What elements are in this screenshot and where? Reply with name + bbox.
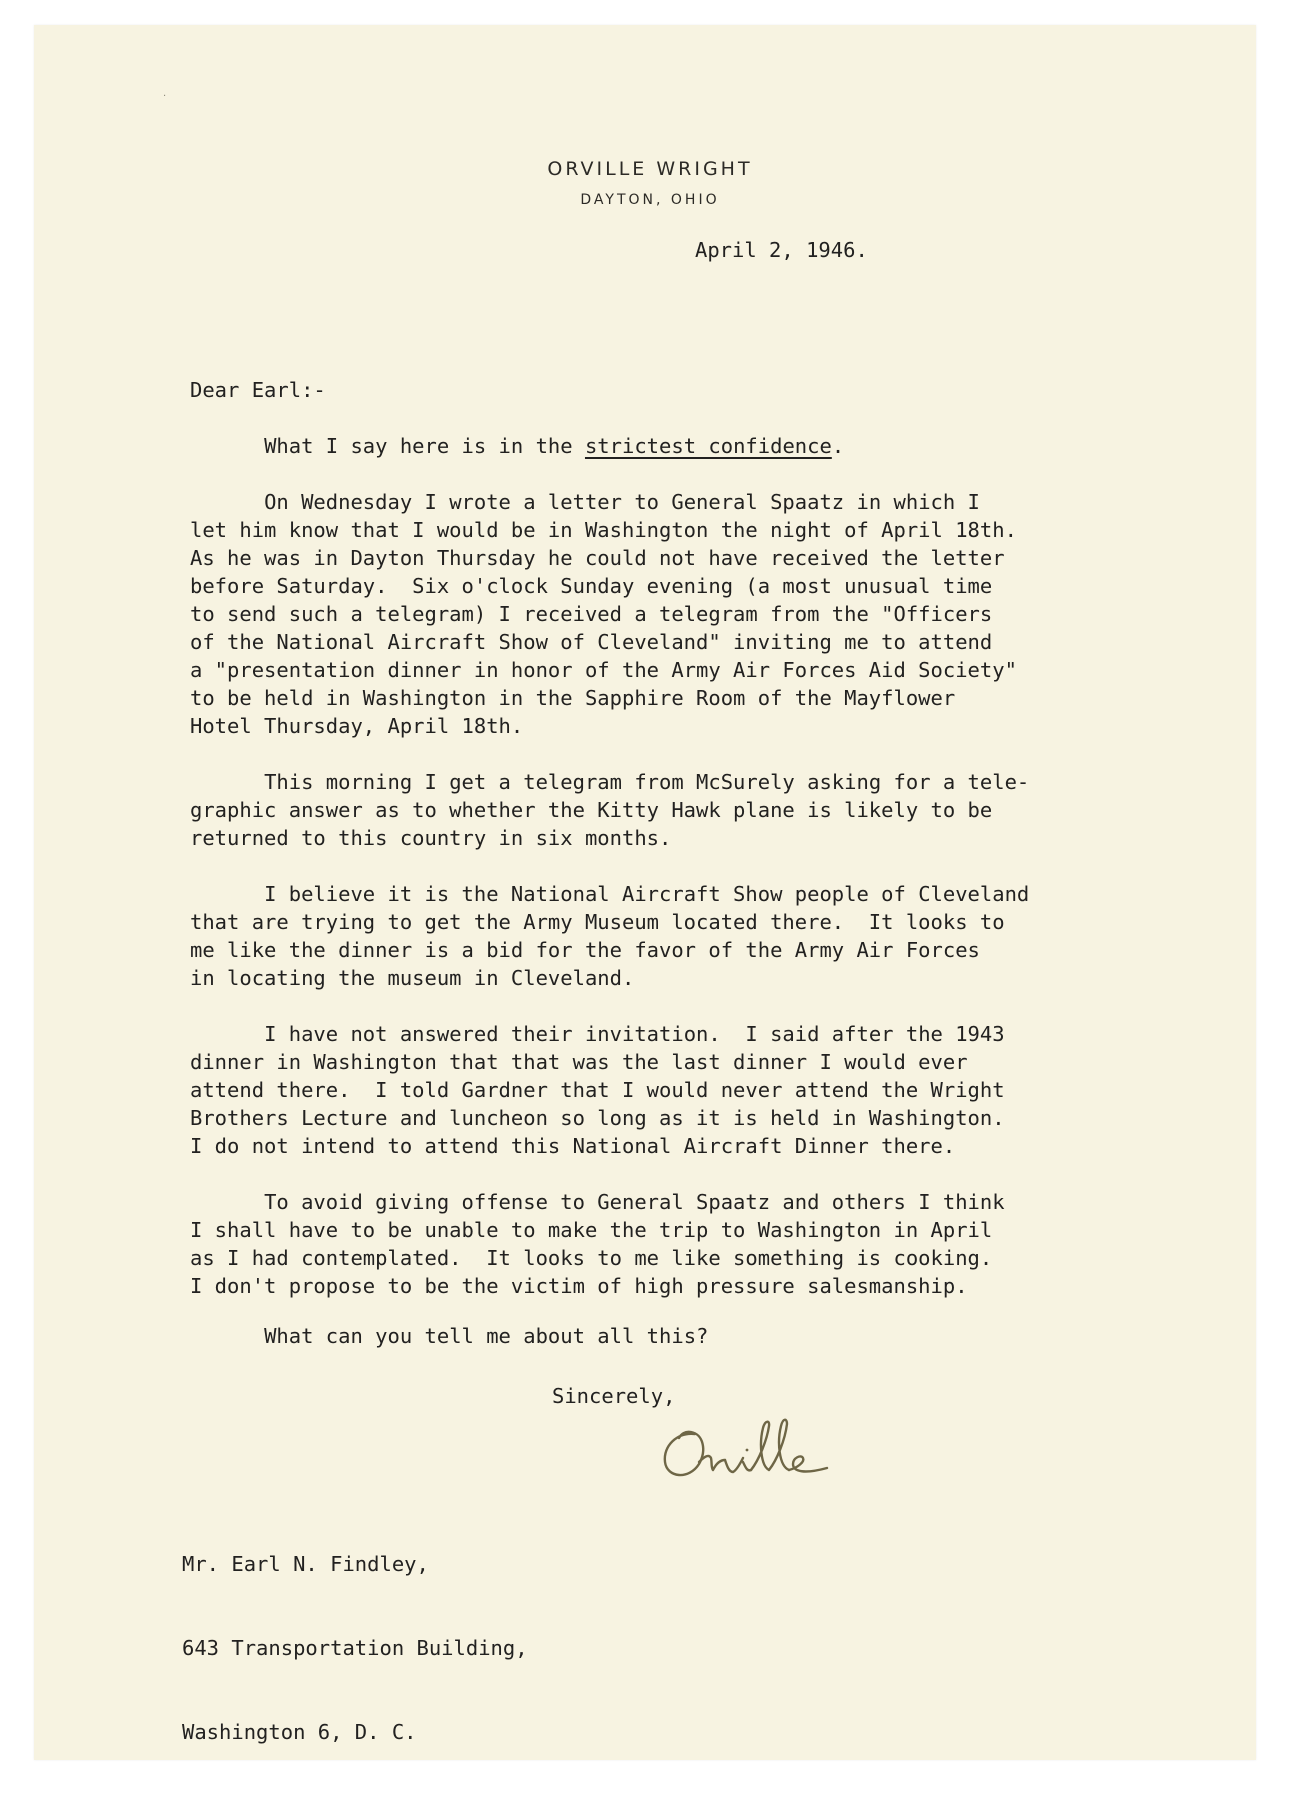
paragraph-telegram-text: On Wednesday I wrote a letter to General Spaatz in which I let him know that I would be in Washington the night of April 18th. As he was in Dayton Thursday he could not have received the letter before Saturday. Six o'clock Sunday evening (a most unusual time to send such a telegram) I received a telegram from the "Officers of the National Aircraft Show of Cleveland" inviting me to attend a "presentation dinner in honor of the Army Air Forces Aid Society" to be held in Washington in the Sapphire Room of the Mayflower Hotel Thursday, April 18th. xyxy=(190,490,1017,738)
letter-date: April 2, 1946. xyxy=(695,238,868,262)
salutation: Dear Earl:- xyxy=(190,378,326,402)
paper-speck: · xyxy=(163,91,167,102)
closing: Sincerely, xyxy=(552,1384,676,1408)
paragraph-cleveland xyxy=(190,880,1150,992)
recipient-name: Mr. Earl N. Findley, xyxy=(182,1552,429,1576)
paragraph-invitation xyxy=(190,1020,1150,1160)
paragraph-invitation-text: I have not answered their invitation. I said after the 1943 dinner in Washington that that was the last dinner I would ever attend there. I told Gardner that I would never attend the Wright Brothers Lecture and luncheon so long as it is held in Washington. I do not intend to attend this National Aircraft Dinner there. xyxy=(190,1022,1005,1158)
underlined-phrase: strictest confidence xyxy=(584,434,832,458)
confidence-text-end: . xyxy=(831,434,845,458)
paragraph-confidence xyxy=(190,432,1150,460)
confidence-text-start: What I say here is in the xyxy=(264,434,585,458)
paragraph-question-text: What can you tell me about all this? xyxy=(264,1324,709,1348)
paragraph-offense xyxy=(190,1188,1150,1300)
paragraph-mcsurely-text: This morning I get a telegram from McSurely asking for a tele- graphic answer as to whether the Kitty Hawk plane is likely to be returned to this country in six months. xyxy=(190,770,1030,850)
paragraph-offense-text: To avoid giving offense to General Spaatz and others I think I shall have to be unable to make the trip to Washington in April as I had contemplated. It looks to me like something is cooking. I don't propose to be the victim of high pressure salesmanship. xyxy=(190,1190,1005,1298)
letterhead-name: ORVILLE WRIGHT xyxy=(547,158,753,180)
recipient-city: Washington 6, D. C. xyxy=(182,1720,417,1744)
paragraph-cleveland-text: I believe it is the National Aircraft Show people of Cleveland that are trying to get the Army Museum located there. It looks to me like the dinner is a bid for the favor of the Army Air Forces in locating the museum in Cleveland. xyxy=(190,882,1030,990)
recipient-address xyxy=(182,1494,528,1774)
paragraph-mcsurely xyxy=(190,768,1150,852)
paragraph-telegram xyxy=(190,488,1150,740)
letterhead-city: DAYTON, OHIO xyxy=(580,192,720,208)
signature xyxy=(655,1400,845,1490)
paragraph-question xyxy=(190,1322,1150,1350)
recipient-street: 643 Transportation Building, xyxy=(182,1636,528,1660)
